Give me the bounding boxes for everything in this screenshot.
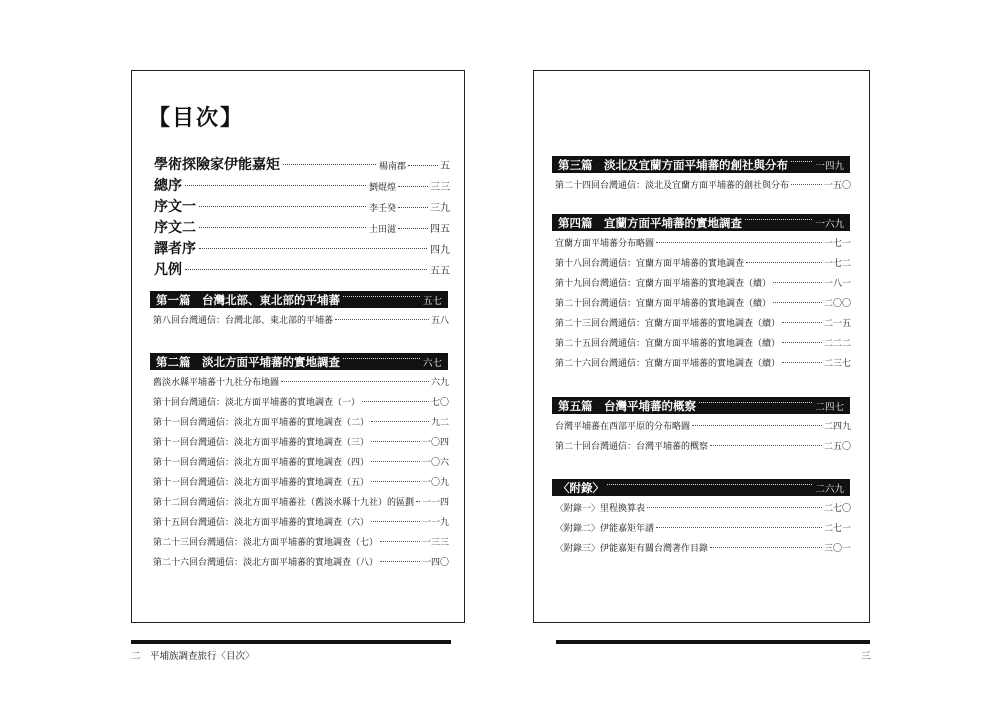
entry-label: 〈附錄一〉里程換算表 (555, 504, 646, 514)
toc-title: 【目次】 (148, 106, 245, 131)
entry-label: 第十回台灣通信：淡北方面平埔蕃的實地調查（一） (153, 398, 361, 408)
leader-dots (371, 521, 420, 522)
toc-entry[interactable] (555, 296, 851, 316)
leader-dots (199, 206, 366, 207)
entry-label: 〈附錄二〉伊能嘉矩年譜 (555, 524, 655, 534)
entry-list (555, 178, 851, 198)
entry-label: 第十八回台灣通信：宜蘭方面平埔蕃的實地調查 (555, 259, 745, 269)
entry-page: 二七一 (823, 524, 851, 534)
entry-page: 一八一 (823, 279, 851, 289)
leader-dots (607, 484, 812, 485)
leader-dots (371, 461, 420, 462)
entry-label: 第十一回台灣通信：淡北方面平埔蕃的實地調查（三） (153, 438, 370, 448)
entry-page: 一七二 (823, 259, 851, 269)
toc-entry[interactable] (154, 196, 450, 217)
toc-entry[interactable] (555, 419, 851, 439)
leader-dots (283, 164, 376, 165)
toc-entry[interactable] (154, 175, 450, 196)
entry-label: 序文一 (154, 199, 196, 215)
entry-page: 二二二 (823, 339, 851, 349)
entry-page: 四五 (430, 224, 450, 235)
toc-entry[interactable] (555, 316, 851, 336)
leader-dots (199, 248, 427, 249)
entry-page: 三九 (430, 203, 450, 214)
entry-author: 楊南郡 (378, 162, 406, 172)
section-header[interactable] (150, 353, 448, 370)
entry-page: 七〇 (430, 398, 449, 408)
entry-label: 學術探險家伊能嘉矩 (154, 157, 280, 173)
entry-list (153, 313, 449, 333)
entry-list (555, 419, 851, 459)
section-title: 〈附錄〉 (558, 480, 604, 495)
leader-dots (656, 527, 822, 528)
section-title: 第二篇 淡北方面平埔蕃的實地調查 (156, 354, 340, 369)
toc-entry[interactable] (555, 336, 851, 356)
leader-dots (185, 185, 366, 186)
toc-entry[interactable] (153, 555, 449, 575)
leader-dots (343, 296, 420, 297)
toc-entry[interactable] (153, 395, 449, 415)
leader-dots (343, 358, 420, 359)
toc-entry[interactable] (555, 501, 851, 521)
entry-label: 〈附錄三〉伊能嘉矩有關台灣著作目錄 (555, 544, 709, 554)
left-footer (131, 648, 255, 662)
entry-label: 第十九回台灣通信：宜蘭方面平埔蕃的實地調查（續） (555, 279, 772, 289)
leader-dots (371, 481, 420, 482)
entry-label: 第十一回台灣通信：淡北方面平埔蕃的實地調查（五） (153, 478, 370, 488)
leader-dots (746, 262, 822, 263)
leader-dots (692, 425, 822, 426)
entry-page: 二七〇 (823, 504, 851, 514)
leader-dots (371, 421, 429, 422)
entry-label: 序文二 (154, 220, 196, 236)
toc-entry[interactable] (154, 259, 450, 280)
section-header[interactable] (552, 214, 850, 231)
leader-dots (398, 207, 428, 208)
leader-dots (647, 507, 822, 508)
entry-page: 二一五 (823, 319, 851, 329)
entry-label: 總序 (154, 178, 182, 194)
toc-entry[interactable] (153, 375, 449, 395)
entry-label: 台灣平埔蕃在西部平原的分布略圖 (555, 422, 691, 432)
section-page: 六七 (422, 357, 442, 369)
leader-dots (281, 381, 429, 382)
toc-entry[interactable] (153, 455, 449, 475)
entry-page: 二三七 (823, 359, 851, 369)
section-page: 一四九 (815, 160, 844, 172)
section-page: 一六九 (815, 218, 844, 230)
section-title: 第五篇 台灣平埔蕃的概察 (558, 398, 696, 413)
entry-page: 一〇九 (421, 478, 449, 488)
entry-page: 一一九 (421, 518, 449, 528)
leader-dots (398, 186, 428, 187)
leader-dots (416, 501, 420, 502)
leader-dots (745, 219, 812, 220)
entry-page: 二四九 (823, 422, 851, 432)
leader-dots (656, 242, 822, 243)
leader-dots (408, 165, 438, 166)
toc-entry[interactable] (153, 535, 449, 555)
entry-label: 第十一回台灣通信：淡北方面平埔蕃的實地調查（四） (153, 458, 370, 468)
leader-dots (185, 269, 427, 270)
toc-entry[interactable] (555, 356, 851, 376)
entry-label: 舊淡水縣平埔蕃十九社分布地圖 (153, 378, 280, 388)
entry-label: 第二十五回台灣通信：宜蘭方面平埔蕃的實地調查（續） (555, 339, 781, 349)
entry-page: 一一四 (421, 498, 449, 508)
toc-entry[interactable] (153, 495, 449, 515)
entry-page: 九二 (430, 418, 449, 428)
toc-entry[interactable] (154, 238, 450, 259)
toc-entry[interactable] (154, 154, 450, 175)
section-page: 二六九 (815, 483, 844, 495)
entry-label: 第二十回台灣通信：宜蘭方面平埔蕃的實地調查（續） (555, 299, 772, 309)
entry-page: 一四〇 (421, 558, 449, 568)
leader-dots (782, 362, 822, 363)
leader-dots (710, 445, 822, 446)
entry-page: 三〇一 (823, 544, 851, 554)
section-header[interactable] (552, 397, 850, 414)
entry-page: 一〇六 (421, 458, 449, 468)
toc-entry[interactable] (555, 541, 851, 561)
section-header[interactable] (552, 156, 850, 173)
entry-label: 凡例 (154, 262, 182, 278)
left-running-head: 平埔族調查旅行〈目次〉 (150, 651, 255, 662)
entry-page: 五五 (430, 266, 450, 277)
leader-dots (380, 541, 420, 542)
section-title: 第四篇 宜蘭方面平埔蕃的實地調查 (558, 215, 742, 230)
toc-entry[interactable] (153, 313, 449, 333)
entry-label: 宜蘭方面平埔蕃分布略圖 (555, 239, 655, 249)
entry-label: 第十一回台灣通信：淡北方面平埔蕃的實地調查（二） (153, 418, 370, 428)
toc-entry[interactable] (555, 256, 851, 276)
section-page: 二四七 (815, 401, 844, 413)
entry-page: 六九 (430, 378, 449, 388)
toc-entry[interactable] (153, 435, 449, 455)
section-header[interactable] (552, 479, 850, 496)
toc-entry[interactable] (154, 217, 450, 238)
entry-label: 譯者序 (154, 241, 196, 257)
toc-entry[interactable] (153, 415, 449, 435)
entry-author: 李壬癸 (368, 204, 396, 214)
left-footer-bar (131, 640, 451, 644)
leader-dots (791, 184, 822, 185)
toc-entry[interactable] (153, 515, 449, 535)
entry-label: 第二十回台灣通信：台灣平埔蕃的概察 (555, 442, 709, 452)
entry-label: 第二十六回台灣通信：淡北方面平埔蕃的實地調查（八） (153, 558, 379, 568)
leader-dots (362, 401, 429, 402)
entry-page: 五 (440, 161, 450, 172)
section-title: 第一篇 台灣北部、東北部的平埔蕃 (156, 292, 340, 307)
leader-dots (782, 322, 822, 323)
front-matter-list (154, 154, 450, 280)
entry-page: 二五〇 (823, 442, 851, 452)
left-page-panel (131, 70, 465, 623)
entry-page: 一七一 (823, 239, 851, 249)
entry-page: 四九 (430, 245, 450, 256)
leader-dots (199, 227, 366, 228)
entry-page: 三三 (430, 182, 450, 193)
entry-page: 一三三 (421, 538, 449, 548)
right-page-panel (533, 70, 870, 623)
entry-page: 一五〇 (823, 181, 851, 191)
entry-label: 第十二回台灣通信：淡北方面平埔蕃社（舊淡水縣十九社）的區劃 (153, 498, 415, 508)
section-title: 第三篇 淡北及宜蘭方面平埔蕃的創社與分布 (558, 157, 788, 172)
entry-label: 第八回台灣通信：台灣北部、東北部的平埔蕃 (153, 316, 334, 326)
entry-label: 第十五回台灣通信：淡北方面平埔蕃的實地調查（六） (153, 518, 370, 528)
leader-dots (699, 402, 812, 403)
section-header[interactable] (150, 291, 448, 308)
entry-list (555, 501, 851, 561)
left-page-number: 二 (131, 651, 141, 662)
leader-dots (773, 302, 822, 303)
entry-label: 第二十四回台灣通信：淡北及宜蘭方面平埔蕃的創社與分布 (555, 181, 790, 191)
leader-dots (380, 561, 420, 562)
entry-label: 第二十六回台灣通信：宜蘭方面平埔蕃的實地調查（續） (555, 359, 781, 369)
toc-entry[interactable] (153, 475, 449, 495)
entry-label: 第二十三回台灣通信：淡北方面平埔蕃的實地調查（七） (153, 538, 379, 548)
section-page: 五七 (422, 295, 442, 307)
entry-author: 劉焜煌 (368, 183, 396, 193)
entry-list (555, 236, 851, 376)
leader-dots (710, 547, 822, 548)
leader-dots (791, 161, 812, 162)
toc-entry[interactable] (555, 276, 851, 296)
entry-author: 土田滋 (368, 225, 396, 235)
right-page-number: 三 (861, 651, 871, 662)
entry-list (153, 375, 449, 575)
toc-entry[interactable] (555, 178, 851, 198)
toc-entry[interactable] (555, 236, 851, 256)
leader-dots (335, 319, 429, 320)
entry-page: 二〇〇 (823, 299, 851, 309)
entry-label: 第二十三回台灣通信：宜蘭方面平埔蕃的實地調查（續） (555, 319, 781, 329)
toc-entry[interactable] (555, 439, 851, 459)
leader-dots (782, 342, 822, 343)
leader-dots (371, 441, 420, 442)
entry-page: 一〇四 (421, 438, 449, 448)
leader-dots (773, 282, 822, 283)
leader-dots (398, 228, 428, 229)
entry-page: 五八 (430, 316, 449, 326)
toc-entry[interactable] (555, 521, 851, 541)
right-footer-bar (556, 640, 870, 644)
